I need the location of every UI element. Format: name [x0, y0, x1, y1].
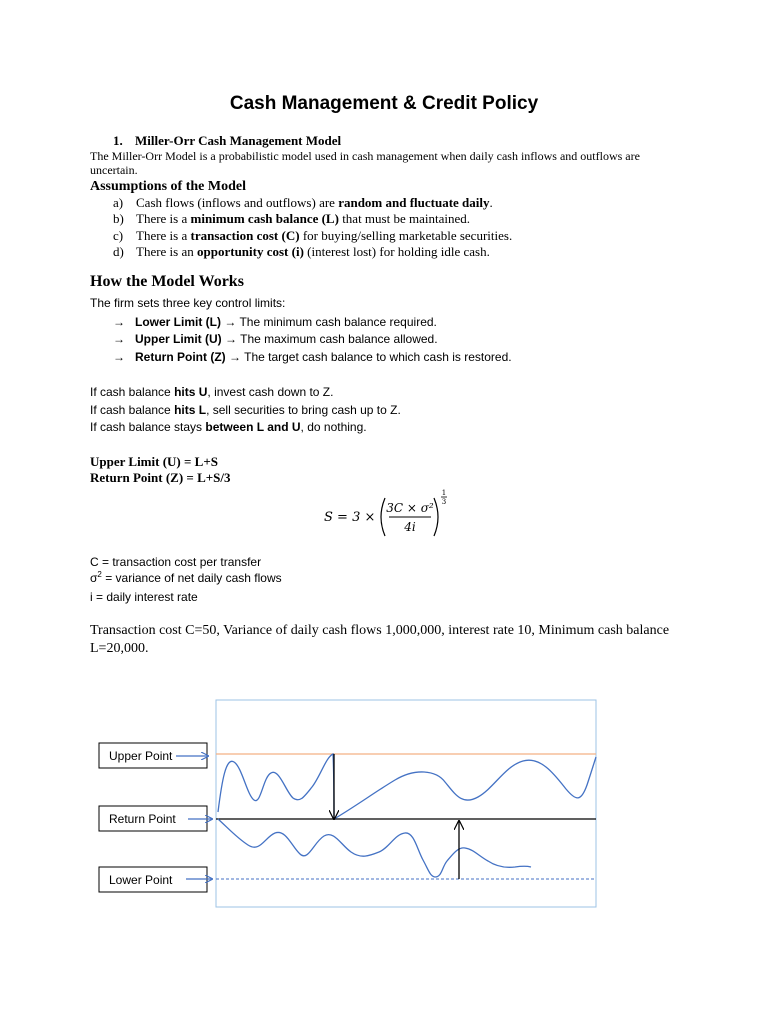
s-formula	[320, 488, 460, 544]
assumption-item: d) There is an opportunity cost (i) (interest lost) for holding idle cash.	[113, 244, 490, 259]
limit-item: → Return Point (Z) → The target cash balance to which cash is restored.	[113, 350, 512, 364]
cash-balance-curve-lower	[218, 819, 531, 877]
s-formula-exponent-den: 3	[441, 498, 447, 506]
assumption-item: c) There is a transaction cost (C) for buying/selling marketable securities.	[113, 228, 513, 243]
upper-limit-formula: Upper Limit (U) = L+S	[90, 454, 218, 469]
assumption-item: b) There is a minimum cash balance (L) that must be maintained.	[113, 211, 470, 226]
section-number: 1.	[113, 133, 123, 148]
how-model-works-title: How the Model Works	[90, 273, 244, 290]
right-paren	[434, 498, 438, 536]
cash-balance-curve-upper	[218, 754, 334, 819]
rule-line: If cash balance hits L, sell securities to bring cash up to Z.	[90, 403, 401, 417]
cash-balance-curve-upper-2	[334, 757, 596, 819]
assumptions-title: Assumptions of the Model	[90, 179, 246, 194]
s-formula-lhs: S = 3 ×	[324, 510, 376, 525]
limit-item: → Lower Limit (L) → The minimum cash balance required.	[113, 315, 437, 329]
definition-item: C = transaction cost per transfer	[90, 555, 262, 569]
assumption-item: a) Cash flows (inflows and outflows) are random and fluctuate daily.	[113, 195, 493, 210]
arrow-icon: →	[113, 350, 125, 364]
s-formula-exponent-num: 1	[441, 489, 447, 497]
upper-point-label: Upper Point	[109, 749, 173, 763]
limit-item: → Upper Limit (U) → The maximum cash balance allowed.	[113, 332, 438, 346]
left-paren	[381, 498, 385, 536]
intro-paragraph: The Miller-Orr Model is a probabilistic model used in cash management when daily cash inflows and outflows are uncertain.	[90, 149, 640, 177]
s-formula-numerator: 3C × σ²	[386, 501, 434, 515]
how-lead: The firm sets three key control limits:	[90, 296, 286, 310]
problem-statement: Transaction cost C=50, Variance of daily cash flows 1,000,000, interest rate 10, Minimum cash balance L=20,000.	[90, 623, 670, 656]
return-point-label: Return Point	[109, 812, 176, 826]
s-formula-denominator: 4i	[404, 520, 416, 534]
definition-item: i = daily interest rate	[90, 590, 198, 604]
page-title: Cash Management & Credit Policy	[229, 93, 539, 114]
lower-point-label: Lower Point	[109, 873, 173, 887]
arrow-icon: →	[113, 332, 125, 346]
section-heading	[113, 133, 341, 149]
rule-line: If cash balance hits U, invest cash down to Z.	[90, 385, 334, 399]
arrow-icon: →	[113, 315, 125, 329]
miller-orr-diagram	[90, 695, 610, 915]
definition-item: $\sigma^2$ = variance of net daily cash flows	[90, 570, 282, 585]
diagram-frame	[216, 700, 596, 907]
rule-line: If cash balance stays between L and U, do nothing.	[90, 420, 367, 434]
return-point-formula: Return Point (Z) = L+S/3	[90, 470, 231, 485]
section-heading-text: Miller-Orr Cash Management Model	[135, 133, 342, 148]
